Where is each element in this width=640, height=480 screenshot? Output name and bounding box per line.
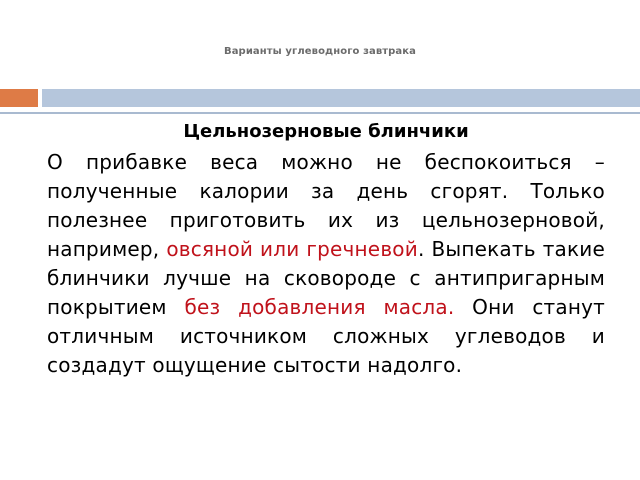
- slide-title: Варианты углеводного завтрака: [223, 46, 417, 57]
- accent-bar: [0, 89, 38, 107]
- subheading: Цельнозерновые блинчики: [183, 121, 469, 142]
- slide-content: [47, 118, 605, 380]
- paragraph-text-part3: Они станут отличным источником сложных углеводов и создадут ощущение сытости надолго.: [47, 295, 605, 377]
- paragraph-text-part1: О прибавке веса можно не беспокоиться – полученные калории за день сгорят. Только полезнее приготовить их из цельнозерновой, например,: [47, 150, 605, 261]
- paragraph-text-part2: . Выпекать такие блинчики лучше на сковороде с антипригарным покрытием: [47, 237, 605, 319]
- highlight-oat-buckwheat: овсяной или гречневой: [166, 237, 418, 261]
- highlight-no-oil: без добавления масла.: [184, 295, 455, 319]
- header-bar: [42, 89, 640, 107]
- divider-line: [0, 112, 640, 114]
- body-paragraph: [47, 148, 605, 380]
